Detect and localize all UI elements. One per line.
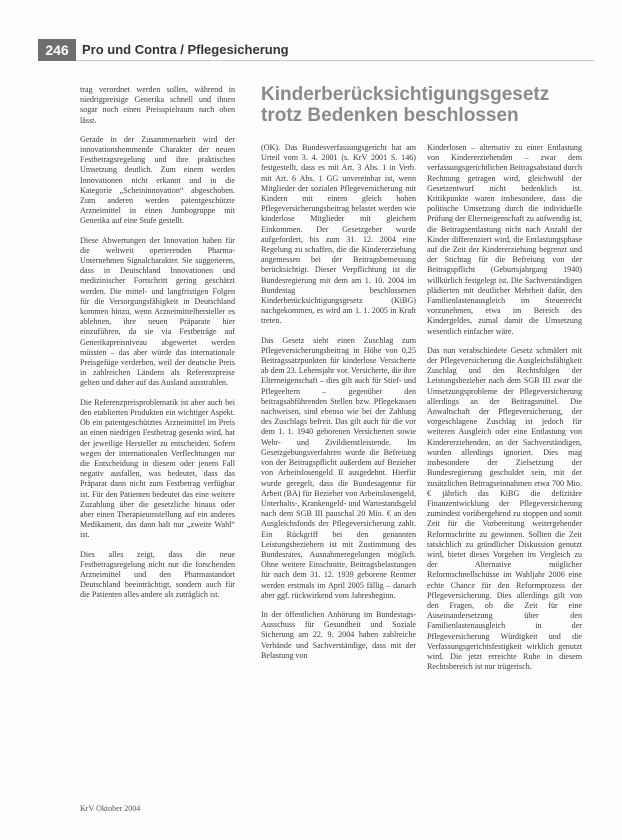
paragraph: (OK). Das Bundesverfassungsgericht hat am Urteil vom 3. 4. 2001 (s. KrV 2001 S. 146) festgestellt, dass es mit Art. 3 Abs. 1 in Verb. mit Art. 6 Abs. 1 GG unvereinbar ist, wenn Mitglieder der sozialen Pflegeversicherung mit Kindern mit einem gleich hohen Pflegeversicherungsbeitrag belastet werden wie kinderlose Mitglieder mit gleichem Einkommen. Der Gesetzgeber wurde aufgefordert, bis zum 31. 12. 2004 eine Regelung zu schaffen, die die Kindererziehung angemessen bei der Beitragsbemessung berücksichtigt. Dieser Verpflichtung ist die Bundesregierung mit dem am 1. 10. 2004 im Bundestag beschlossenen Kinderberücksichtigungsgesetz (KiBG) nachgekommen, es wird am 1. 1. 2005 in Kraft treten. xyxy=(261,143,416,326)
page-number: 246 xyxy=(38,39,76,61)
section-title: Pro und Contra / Pflegesicherung xyxy=(82,42,289,57)
paragraph: Die Referenzpreisproblematik ist aber auch bei den etablierten Produkten ein wichtiger Aspekt. Ob ein patentgeschütztes Arzneimittel im Preis an einen niedrigen Festbetrag gesenkt wird, hat der jeweilige Hersteller zu entscheiden. Sofern wegen der internationalen Verflechtungen nur die Entscheidung in diesem oder jenem Fall negativ ausfallen, was bedeutet, dass das Präparat dann nicht zum Festbetrag verfügbar ist. Für den Patienten bedeutet das eine weitere Zuzahlung über die gesetzliche hinaus oder aber einen Therapieumstellung auf ein anderes Medikament, das dann halt nur „zweite Wahl“ ist. xyxy=(80,397,235,540)
running-header xyxy=(38,39,594,61)
column-right xyxy=(427,143,582,681)
paragraph: trag verordnet werden sollen, während in niedrigpreisige Generika schnell und ihnen sogar noch einen Preisspielraum nach oben lässt. xyxy=(80,85,235,125)
paragraph: Gerade in der Zusammenarbeit wird der innovationshemmende Charakter der neuen Festbetragsregelung und ihre praktischen Umsetzung deutlich. Zum einem werden Innovationen nicht erkannt und in die Kategorie „Scheininnovation“ abgeschoben. Zum anderen werden patentgeschützte Arzneimittel in einen Jumbogruppe mit Generika auf eine Stufe gestellt. xyxy=(80,134,235,226)
paragraph: Kinderlosen – alternativ zu einer Entlastung von Kindererziehenden – zwar dem verfassungsgerichtlichen Beitragsabstand durch Rechnung getragen wird, gleichwohl der Gesetzentwurf nicht bedenklich ist. Kritikpunkte waren insbesondere, dass die politische Umsetzung durch die individuelle Prüfung der Elterneigenschaft zu aufwendig ist, die Beitragsentlastung nicht nach Anzahl der Kinder differenziert wird, die Entlastungsphase auf die Zeit der Kindererziehung begrenzt und der Stichtag für die Befreiung von der Beitragspflicht (Geburtsjahrgang 1940) willkürlich festgelegt ist. Die Sachverständigen plädierten mit deutlicher Mehrheit dafür, den Familienlastenausgleich im Steuerrecht vorzunehmen, etwa im Bereich des Kindergeldes, zumal damit die Umsetzung wesentlich einfacher wäre. xyxy=(427,143,582,336)
paragraph: Diese Abwertungen der Innovation haben für die weltweit operierenden Pharma-Unternehmen Signalcharakter. Sie suggerieren, dass in Deutschland Innovationen und medizinischer Fortschritt gering geschätzt werden. Die mittel- und langfristigen Folgen für die Versorgungsfähigkeit in Deutschland kommen hinzu, wenn Arzneimittelhersteller es ablehnen, ihre neuen Präparate hier einzuführen, da sie via Festbeträge auf Generikapreisniveau abgewertet werden müssten – das aber würde das internationale Preisgefüge verderben, weil der deutsche Preis in zahlreichen Ländern als Referenzpreise gelten und daher auf das Ausland ausstrahlen. xyxy=(80,235,235,388)
paragraph: In der öffentlichen Anhörung im Bundestags-Ausschuss für Gesundheit und Soziale Sicherung am 22. 9. 2004 haben zahlreiche Verbände und Sachverständige, dass mit der Belastung von xyxy=(261,609,416,660)
column-left xyxy=(80,85,235,610)
footer-journal: KrV Oktober 2004 xyxy=(80,804,141,813)
column-middle xyxy=(261,143,416,670)
paragraph: Dies alles zeigt, dass die neue Festbetragsregelung nicht nur die forschenden Arzneimittel und den Pharmastandort Deutschland beeinträchtigt, sondern auch für die Patienten alles andere als zuträglich ist. xyxy=(80,549,235,600)
headline-line-1: Kinderberücksichtigungsgesetz xyxy=(261,84,550,105)
paragraph: Das Gesetz sieht einen Zuschlag zum Pflegeversicherungsbeitrag in Höhe von 0,25 Beitragssatzpunkten für kinderlose Versicherte ab dem 23. Lebensjahr vor. Versicherte, die ihre Elterneigenschaft – dies gilt auch für Stief- und Pflegeeltern – gegenüber den beitragsabführenden Stellen bzw. Pflegekassen nachweisen, sind ebenso wie bei der Zahlung des Zuschlags befreit. Das gilt auch für die vor dem 1. 1. 1940 geborenen Versicherten sowie Wehr- und Zivildienstleistende. Im Gesetzgebungsverfahren wurde die Befreiung von der Beitragspflicht außerdem auf Bezieher von Arbeitslosengeld II ausgedehnt. Hierfür wurde geregelt, dass die Bundesagentur für Arbeit (BA) für Bezieher von Arbeitslosengeld, Unterhalts-, Krankengeld- und Wartestandsgeld nach dem SGB III pauschal 20 Mio. € an den Ausgleichsfonds der Pflegeversicherung zahlt. Ein Rückgriff bei den genannten Leistungsbeziehern ist mit Zustimmung des Bundesrates, Ausnahmeregelungen möglich. Ohne weitere Einschnitte, Beitragsbelastungen für nach dem 31. 12. 1939 geborene Rentner werden erstmals im April 2005 fällig – danach aber ggf. rückwirkend vom Jahresbeginn. xyxy=(261,335,416,600)
paragraph: Das nun verabschiedete Gesetz schmälert mit der Pflegeversicherung die Ausgleichsfähigkeit Zuschlag und den Rechtsfolgen der Leistungsbezieher nach dem SGB III zwar die Umsetzungsprobleme der Pflegeversicherung allerdings an der Beitragsmittel. Die Anwaltschaft der Pflegeversicherung, der vorgeschlagene Zuschlag ist jedoch für weiteren Ausgleich oder eine Entlastung von Kindererziehenden, an der Sachverständigen, wurden allerdings ignoriert. Dies mag insbesondere der Zielsetzung der Bundesregierung geschuldet sein, mit der zusätzlichen Beitragseinnahmen etwa 700 Mio. € jährlich das KiBG die defizitäre Finanzentwicklung der Pflegeversicherung zumindest vorübergehend zu stoppen und somit Zeit für die Vorbereitung weitergehender Reformschritte zu gewinnen. Sollten die Zeit tatsächlich zu gründlicher Diskussion genutzt wird, bietet dieses Vorgehen im Vergleich zu der Alternative möglicher Reformschnellschüsse im Wahljahr 2006 eine echte Chance für den Reformprozess der Pflegeversicherung. Dies allerdings gilt von den Fragen, ob die Zeit für eine Auseinandersetzung über den Familienlastenausgleich in der Pflegeversicherung Würdigkeit und die Verfassungsgerichtsfestigkeit wirklich genutzt wird. Die jetzt erreichte Ruhe in diesem Rechtsbereich ist nur trügerisch. xyxy=(427,345,582,672)
article-headline xyxy=(261,84,591,126)
headline-line-2: trotz Bedenken beschlossen xyxy=(261,105,519,126)
